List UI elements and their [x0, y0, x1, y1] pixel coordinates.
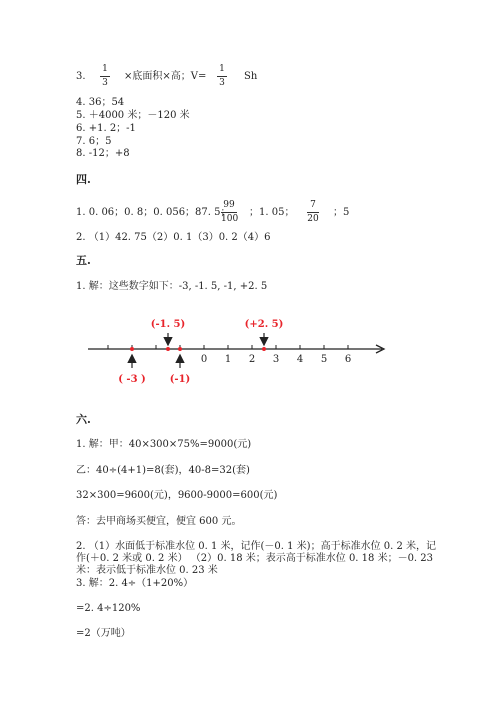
number-line-point-label: ( -3 ) [118, 374, 146, 385]
section-heading-four: 四. [76, 173, 91, 186]
number-line-point-label: (-1) [169, 374, 191, 385]
number-line-point [130, 347, 134, 351]
s6-line: 1. 解：甲：40×300×75%=9000(元) [76, 439, 252, 450]
number-line-tick-label: 6 [344, 354, 352, 365]
s6-line: =2. 4÷120% [76, 603, 141, 614]
fraction-denominator: 20 [307, 214, 319, 224]
number-line-tick-label: 1 [224, 354, 232, 365]
answer-line: 7. 6；5 [76, 136, 112, 147]
s6-line: 乙：40÷(4+1)=8(套)，40-8=32(套) [76, 465, 250, 476]
fraction-numerator: 1 [102, 64, 108, 74]
number-line-tick-label: 4 [296, 354, 304, 365]
s6-line: 作(＋0. 2 米或 0. 2 米） （2）0. 18 米；表示高于标准水位 0. 18 米；－0. 23 [76, 553, 434, 564]
answer-line: 4. 36；54 [76, 97, 125, 108]
s6-line: 答：去甲商场买便宜，便宜 600 元。 [76, 516, 242, 527]
s4-q1-tail: ；5 [333, 207, 350, 218]
number-line-point [178, 347, 182, 351]
number-line-point-label: (+2. 5) [244, 319, 284, 330]
number-line-tick-label: 2 [248, 354, 256, 365]
s4-q1-middle: ；1. 05； [249, 207, 295, 218]
fraction-numerator: 7 [310, 200, 316, 210]
s6-line: 3. 解：2. 4÷（1+20%） [76, 578, 194, 589]
fraction-denominator: 3 [102, 78, 108, 88]
fraction-7-20 [307, 200, 319, 225]
fraction-denominator: 3 [219, 78, 225, 88]
fraction-denominator: 100 [221, 214, 239, 224]
q3-number: 3. [76, 71, 86, 82]
number-line-tick-label: 0 [200, 354, 208, 365]
s4-q2-line: 2. （1）42. 75（2）0. 1（3）0. 2（4）6 [76, 232, 271, 243]
number-line-diagram [0, 312, 500, 402]
answer-line: 5. ＋4000 米；－120 米 [76, 110, 190, 121]
q3-middle-text: ×底面积×高；V= [124, 71, 207, 82]
number-line-tick-label: 5 [320, 354, 328, 365]
fraction-one-third-a [100, 64, 110, 89]
number-line-point [262, 347, 266, 351]
s5-q1-line: 1. 解：这些数字如下：-3, -1. 5, -1, +2. 5 [76, 281, 268, 292]
number-line-point [166, 347, 170, 351]
fraction-numerator: 1 [219, 64, 225, 74]
number-line-point-label: (-1. 5) [150, 319, 186, 330]
s6-line: =2（万吨） [76, 628, 131, 639]
s6-line: 32×300=9600(元)，9600-9000=600(元) [76, 490, 278, 501]
q3-tail: Sh [244, 71, 258, 82]
s4-q1-prefix: 1. 0. 06；0. 8；0. 056；87. 5； [76, 207, 231, 218]
section-heading-five: 五. [76, 254, 91, 267]
s6-line: 2. （1）水面低于标准水位 0. 1 米，记作(－0. 1 米)；高于标准水位 0. 2 米，记 [76, 541, 437, 552]
fraction-numerator: 99 [223, 200, 235, 210]
section-heading-six: 六. [76, 413, 91, 426]
answer-line: 6. +1. 2；-1 [76, 123, 136, 134]
answer-line: 8. -12；+8 [76, 148, 130, 159]
fraction-one-third-b [217, 64, 227, 89]
number-line-tick-label: 3 [272, 354, 280, 365]
fraction-99-100 [221, 200, 237, 225]
s6-line: 米：表示低于标准水位 0. 23 米 [76, 565, 218, 576]
